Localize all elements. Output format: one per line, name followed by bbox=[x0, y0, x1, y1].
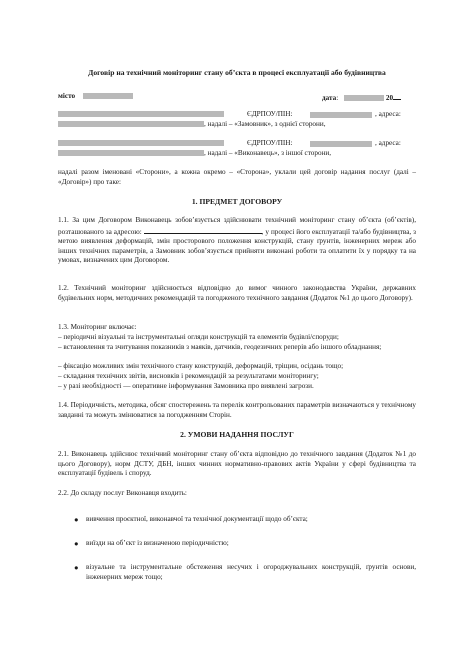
party2-edrpou-label: ЄДРПОУ/ПІН: bbox=[247, 139, 293, 147]
date-field[interactable] bbox=[344, 95, 384, 101]
place-field[interactable] bbox=[83, 93, 133, 99]
bullet-icon: ● bbox=[74, 539, 79, 548]
date-label: дата bbox=[322, 94, 337, 102]
p1-3-item-3: – фіксацію можливих змін технічного стану конструкцій, деформацій, тріщин, осідань тощо; bbox=[58, 362, 344, 370]
paragraph-1-2: 1.2. Технічний моніторинг здійснюється відповідно до вимог чинного законодавства України, державних будівельних норм, методичних рекомендацій та погодженого технічного завдання (Додаток №1 до цього Договору). bbox=[58, 284, 416, 302]
bullet-icon: ● bbox=[74, 515, 79, 524]
p2-2-item-2: виїзди на об’єкт із визначеною періодичністю; bbox=[86, 539, 229, 547]
party2-role: , надалі – «Виконавець», з іншої сторони, bbox=[204, 149, 332, 157]
paragraph-2-2-head: 2.2. До складу послуг Виконавця входить: bbox=[58, 489, 187, 497]
party2-address-label: , адреса: bbox=[375, 139, 401, 147]
place-label: місто bbox=[58, 92, 76, 100]
party2-address-field[interactable] bbox=[58, 150, 204, 156]
section-1-heading: 1. ПРЕДМЕТ ДОГОВОРУ bbox=[191, 197, 283, 206]
paragraph-2-1: 2.1. Виконавець здійснює технічний моніторинг стану об’єкта відповідно до технічного завдання (Додаток №1 до цього Договору), норм ДСТУ, ДБН, інших чинних нормативно-правових актів України у сфері будівництва та експлуатації будівель і споруд. bbox=[58, 450, 416, 478]
party1-line2 bbox=[58, 120, 416, 130]
paragraph-1-1: 1.1. За цим Договором Виконавець зобов’язується здійснювати технічний моніторинг стану об’єкта (об’єктів), розташованого за адресою: , у процесі його експлуатації та/або будівництва, з метою виявлення деформацій, змін просторового положення конструкцій, стану ґрунтів, інженерних мереж або інших технічних параметрів, а Замовник зобов’язується прийняти виконані роботи та оплатити їх у порядку та на умовах, визначених цим Договором. bbox=[58, 216, 416, 265]
place-date-row bbox=[58, 92, 416, 102]
paragraph-1-4: 1.4. Періодичність, методика, обсяг спостережень та перелік контрольованих параметрів визначаються у технічному завданні та можуть змінюватися за погодженням Сторін. bbox=[58, 401, 416, 419]
party2-name-field[interactable] bbox=[58, 140, 224, 146]
party1-address-field[interactable] bbox=[58, 121, 204, 127]
p1-3-item-5: – у разі необхідності — оперативне інформування Замовника про виявлені загрози. bbox=[58, 382, 314, 390]
section-2-heading: 2. УМОВИ НАДАННЯ ПОСЛУГ bbox=[180, 430, 294, 439]
party1-name-field[interactable] bbox=[58, 111, 224, 117]
party2-line1 bbox=[58, 139, 416, 149]
year-field[interactable] bbox=[393, 92, 401, 100]
bullet-icon: ● bbox=[74, 563, 79, 572]
party1-edrpou-field[interactable] bbox=[310, 112, 372, 118]
year-prefix: 20 bbox=[385, 94, 394, 102]
intro-paragraph: надалі разом іменовані «Сторони», а кожна окремо – «Сторона», уклали цей договір надання послуг (далі – «Договір») про таке: bbox=[58, 168, 416, 186]
party2-line2 bbox=[58, 149, 416, 159]
object-address-field[interactable] bbox=[144, 226, 262, 234]
party1-address-label: , адреса: bbox=[375, 110, 401, 118]
p1-3-item-2: – встановлення та зчитування показників з маяків, датчиків, геодезичних реперів або іншого обладнання; bbox=[58, 343, 382, 351]
party2-edrpou-field[interactable] bbox=[310, 141, 372, 147]
document-title: Договір на технічний моніторинг стану об’єкта в процесі експлуатації або будівництва bbox=[88, 68, 386, 77]
p1-3-item-1: – періодичні візуальні та інструментальні огляди конструкцій та елементів будівлі/споруди; bbox=[58, 333, 339, 341]
p2-2-item-3: візуальне та інструментальне обстеження несучих і огороджувальних конструкцій, ґрунтів основи, інженерних мереж тощо; bbox=[86, 563, 416, 581]
party1-edrpou-label: ЄДРПОУ/ПІН: bbox=[247, 110, 293, 118]
party1-line1 bbox=[58, 110, 416, 120]
p2-2-item-1: вивчення проєктної, виконавчої та технічної документації щодо об’єкта; bbox=[86, 515, 308, 523]
date-group: дата: 20 bbox=[322, 92, 401, 104]
paragraph-1-3-head: 1.3. Моніторинг включає: bbox=[58, 323, 137, 331]
p1-3-item-4: – складання технічних звітів, висновків і рекомендацій за результатами моніторингу; bbox=[58, 372, 319, 380]
party1-role: , надалі – «Замовник», з однієї сторони, bbox=[204, 120, 326, 128]
